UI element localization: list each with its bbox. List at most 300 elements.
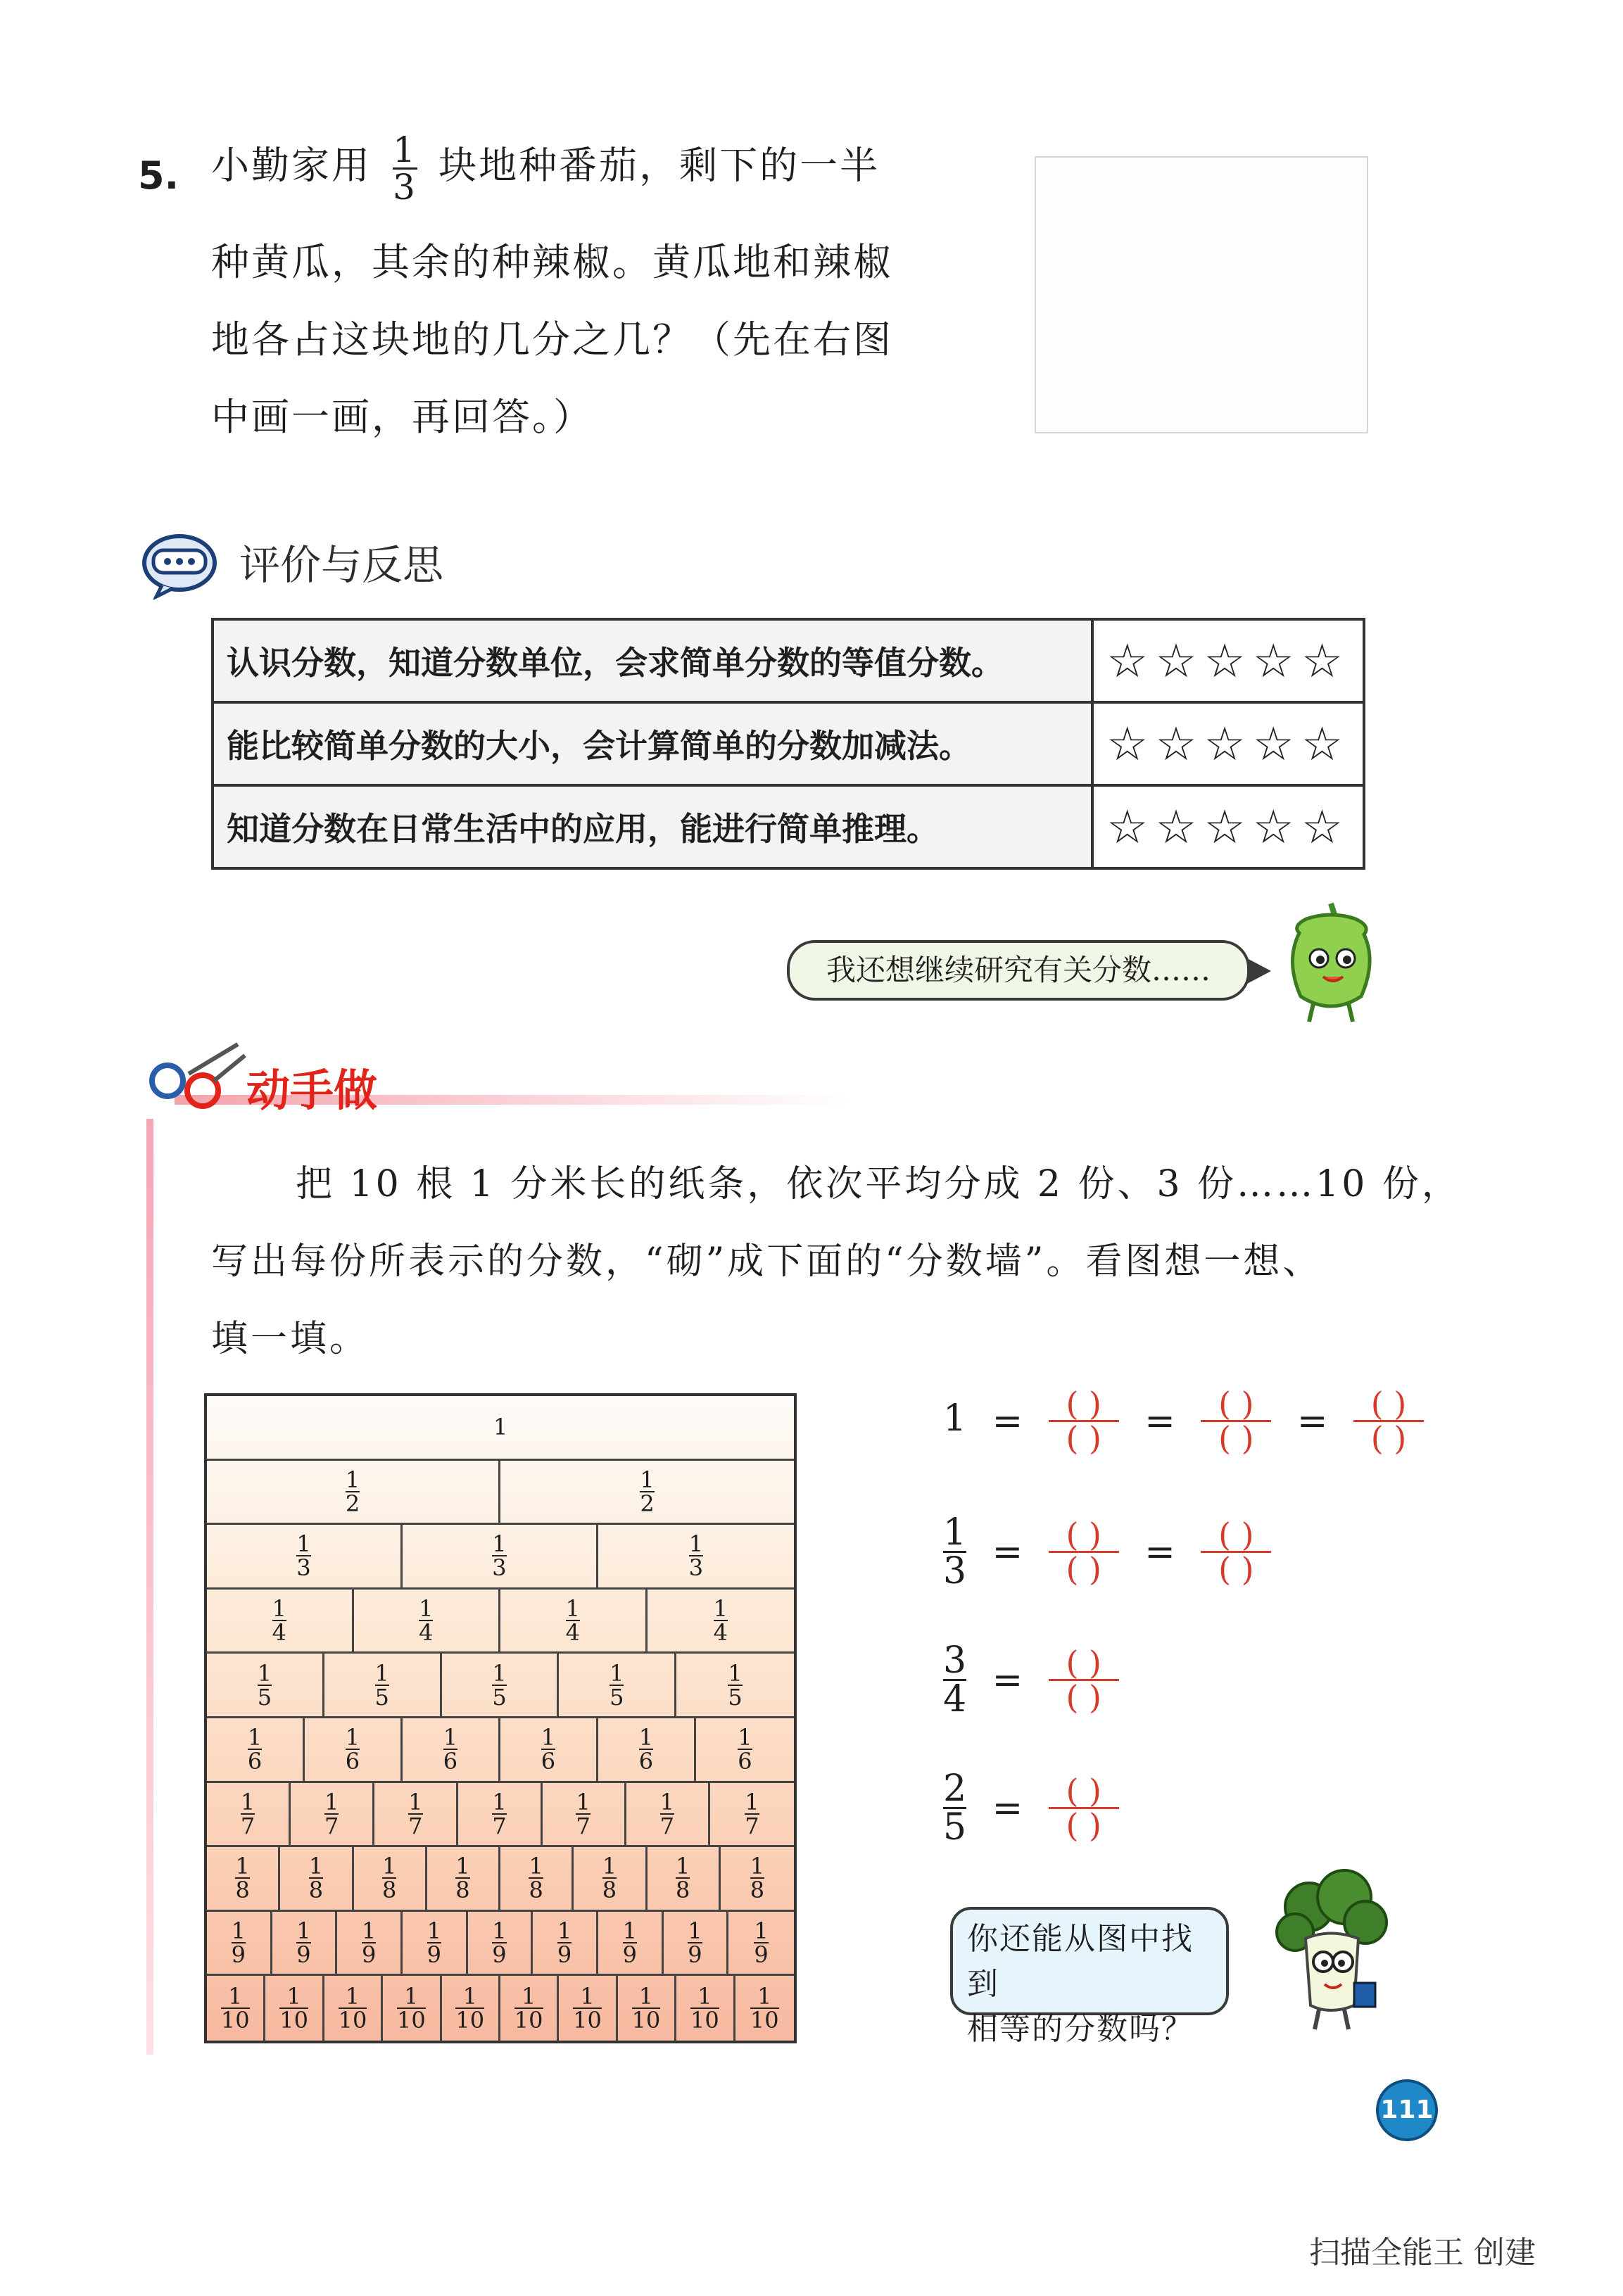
denominator-blank[interactable]: ( ) <box>1066 1806 1101 1844</box>
wall-numerator: 1 <box>492 1659 507 1687</box>
wall-fraction <box>610 1659 624 1711</box>
wall-numerator: 1 <box>240 1788 255 1815</box>
wall-fraction <box>640 1466 655 1517</box>
speech-text: 我还想继续研究有关分数…… <box>826 953 1211 987</box>
problem-line-4: 中画一画，再回答。） <box>211 395 593 439</box>
wall-numerator: 1 <box>345 1466 360 1493</box>
wall-numerator: 1 <box>492 1530 507 1558</box>
wall-denominator: 3 <box>688 1554 704 1582</box>
wall-numerator: 1 <box>521 1983 536 2010</box>
fraction-wall <box>204 1393 797 2043</box>
wall-numerator: 1 <box>308 1853 324 1880</box>
equation-4 <box>943 1770 1119 1846</box>
wall-fraction <box>455 1853 470 1904</box>
wall-denominator: 9 <box>492 1941 507 1969</box>
wall-denominator: 10 <box>397 2007 426 2034</box>
wall-cell <box>500 1847 574 1910</box>
wall-numerator: 1 <box>757 1983 772 2010</box>
wall-denominator: 2 <box>345 1490 360 1517</box>
wall-denominator: 4 <box>713 1619 728 1647</box>
wall-numerator: 1 <box>286 1983 301 2010</box>
star-rating[interactable]: ☆☆☆☆☆ <box>1092 702 1364 785</box>
instruction-line-2: 写出每份所表示的分数，“砌”成下面的“分数墙”。看图想一想、 <box>211 1241 1322 1283</box>
fraction-denominator: 3 <box>393 167 417 208</box>
answer-blank-fraction[interactable] <box>1201 1385 1271 1457</box>
wall-cell <box>696 1718 794 1781</box>
wall-cell <box>280 1847 353 1910</box>
wall-cell <box>207 1590 354 1652</box>
wall-row <box>207 1912 794 1977</box>
wall-fraction <box>235 1853 250 1904</box>
numerator-blank[interactable]: ( ) <box>1066 1516 1101 1554</box>
wall-cell <box>559 1976 617 2041</box>
wall-cell <box>676 1654 794 1716</box>
wall-fraction <box>638 1724 654 1775</box>
table-row <box>213 619 1364 702</box>
wall-numerator: 1 <box>231 1917 246 1945</box>
wall-fraction <box>745 1788 759 1839</box>
wall-numerator: 1 <box>228 1983 243 2010</box>
wall-cell <box>272 1912 338 1974</box>
problem-text-post: 块地种番茄，剩下的一半 <box>438 143 880 188</box>
wall-numerator: 1 <box>247 1724 263 1751</box>
wall-fraction <box>345 1466 360 1517</box>
hands-on-title: 动手做 <box>246 1065 378 1116</box>
wall-cell <box>598 1718 696 1781</box>
problem-line-3: 地各占这块地的几分之几？（先在右图 <box>211 317 893 362</box>
wall-fraction <box>296 1530 311 1582</box>
problem-line-2: 种黄瓜，其余的种辣椒。黄瓜地和辣椒 <box>211 240 893 284</box>
wall-fraction <box>675 1853 690 1904</box>
wall-numerator: 1 <box>296 1530 311 1558</box>
wall-fraction <box>631 1983 661 2034</box>
wall-numerator: 1 <box>602 1853 617 1880</box>
fraction-numerator: 1 <box>393 129 417 170</box>
speech-text-line-1: 你还能从图中找到 <box>967 1921 1194 2002</box>
answer-blank-fraction[interactable] <box>1201 1516 1271 1588</box>
wall-denominator: 8 <box>381 1877 397 1904</box>
star-rating[interactable]: ☆☆☆☆☆ <box>1092 785 1364 868</box>
wall-cell <box>468 1912 533 1974</box>
denominator-blank[interactable]: ( ) <box>1218 1419 1254 1457</box>
wall-denominator: 5 <box>610 1683 624 1711</box>
wall-denominator: 8 <box>455 1877 470 1904</box>
numerator: 3 <box>943 1639 967 1682</box>
wall-denominator: 6 <box>247 1748 263 1775</box>
wall-denominator: 4 <box>565 1619 580 1647</box>
wall-denominator: 8 <box>308 1877 324 1904</box>
problem-text-pre: 小勤家用 <box>211 143 372 188</box>
star-rating[interactable]: ☆☆☆☆☆ <box>1092 619 1364 702</box>
wall-cell <box>265 1976 324 2041</box>
equation-2 <box>943 1511 1271 1592</box>
wall-denominator: 5 <box>492 1683 507 1711</box>
eq-lhs-whole: 1 <box>943 1397 967 1440</box>
wall-numerator: 1 <box>345 1983 360 2010</box>
wall-numerator: 1 <box>257 1659 272 1687</box>
wall-cell <box>442 1976 500 2041</box>
wall-denominator: 5 <box>374 1683 389 1711</box>
wall-cell <box>618 1976 676 2041</box>
wall-fraction <box>492 1659 507 1711</box>
wall-fraction <box>419 1595 434 1647</box>
wall-denominator: 10 <box>279 2007 308 2034</box>
wall-cell <box>735 1976 794 2041</box>
wall-cell <box>500 1718 598 1781</box>
wall-fraction <box>492 1530 507 1582</box>
wall-denominator: 3 <box>296 1554 311 1582</box>
wall-fraction <box>576 1788 591 1839</box>
wall-cell <box>291 1783 374 1846</box>
wall-cell <box>337 1912 403 1974</box>
denominator: 4 <box>943 1678 967 1720</box>
wall-denominator: 10 <box>220 2007 250 2034</box>
wall-denominator: 7 <box>576 1812 591 1839</box>
wall-fraction <box>345 1724 360 1775</box>
numerator-blank[interactable]: ( ) <box>1066 1644 1101 1682</box>
wall-fraction <box>659 1788 674 1839</box>
wall-denominator: 8 <box>529 1877 543 1904</box>
numerator-blank[interactable]: ( ) <box>1370 1385 1407 1423</box>
wall-numerator: 1 <box>638 1724 654 1751</box>
wall-numerator: 1 <box>324 1788 339 1815</box>
wall-cell <box>207 1654 324 1716</box>
table-row <box>213 702 1364 785</box>
wall-denominator: 5 <box>728 1683 743 1711</box>
wall-fraction <box>622 1917 637 1969</box>
wall-denominator: 9 <box>754 1941 769 1969</box>
wall-denominator: 7 <box>745 1812 759 1839</box>
broccoli-mascot-icon <box>1267 1865 1394 2034</box>
wall-cell <box>207 1783 291 1846</box>
drawing-box[interactable] <box>1035 156 1368 433</box>
equals-sign: = <box>992 1787 1023 1829</box>
wall-fraction <box>455 1983 485 2034</box>
criteria-text: 能比较简单分数的大小，会计算简单的分数加减法。 <box>213 702 1092 785</box>
table-row <box>213 785 1364 868</box>
answer-blank-fraction[interactable] <box>1353 1385 1424 1457</box>
wall-numerator: 1 <box>688 1530 704 1558</box>
wall-cell <box>207 1718 305 1781</box>
wall-numerator: 1 <box>638 1983 654 2010</box>
wall-row <box>207 1525 794 1590</box>
wall-fraction <box>514 1983 543 2034</box>
wall-fraction <box>338 1983 367 2034</box>
wall-numerator: 1 <box>713 1595 728 1623</box>
wall-fraction <box>750 1853 765 1904</box>
wall-fraction <box>529 1853 543 1904</box>
wall-cell <box>207 1396 794 1459</box>
wall-denominator: 8 <box>602 1877 617 1904</box>
wall-cell <box>383 1976 441 2041</box>
denominator: 5 <box>943 1806 967 1848</box>
criteria-text: 知道分数在日常生活中的应用，能进行简单推理。 <box>213 785 1092 868</box>
wall-fraction <box>374 1659 389 1711</box>
wall-denominator: 9 <box>361 1941 377 1969</box>
wall-numerator: 1 <box>443 1724 458 1751</box>
pepper-mascot-icon <box>1278 898 1384 1025</box>
wall-denominator: 10 <box>514 2007 543 2034</box>
wall-numerator: 1 <box>675 1853 690 1880</box>
wall-row <box>207 1718 794 1783</box>
wall-cell <box>207 1461 500 1523</box>
wall-fraction <box>324 1788 339 1839</box>
eq-lhs-fraction <box>943 1639 967 1720</box>
wall-numerator: 1 <box>697 1983 712 2010</box>
numerator-blank[interactable]: ( ) <box>1218 1385 1254 1423</box>
wall-denominator: 10 <box>338 2007 367 2034</box>
wall-numerator: 1 <box>745 1788 759 1815</box>
wall-fraction <box>361 1917 377 1969</box>
wall-row <box>207 1847 794 1912</box>
wall-denominator: 10 <box>750 2007 779 2034</box>
denominator-blank[interactable]: ( ) <box>1066 1678 1101 1716</box>
wall-cell <box>458 1783 542 1846</box>
wall-fraction <box>427 1917 441 1969</box>
wall-cell <box>207 1525 403 1587</box>
wall-numerator: 1 <box>738 1724 752 1751</box>
wall-numerator: 1 <box>576 1788 591 1815</box>
evaluation-title: 评价与反思 <box>239 541 444 589</box>
wall-cell <box>710 1783 794 1846</box>
equals-sign: = <box>1144 1400 1175 1442</box>
answer-blank-fraction[interactable] <box>1049 1385 1119 1457</box>
watermark: 扫描全能王 创建 <box>1309 2235 1536 2271</box>
wall-fraction <box>240 1788 255 1839</box>
wall-denominator: 9 <box>427 1941 441 1969</box>
equals-sign: = <box>1144 1530 1175 1573</box>
wall-fraction <box>257 1659 272 1711</box>
wall-fraction <box>279 1983 308 2034</box>
wall-numerator: 1 <box>455 1853 470 1880</box>
wall-cell <box>721 1847 794 1910</box>
wall-denominator: 7 <box>324 1812 339 1839</box>
wall-numerator: 1 <box>374 1659 389 1687</box>
wall-cell <box>354 1590 501 1652</box>
wall-fraction <box>541 1724 556 1775</box>
wall-denominator: 6 <box>638 1748 654 1775</box>
wall-fraction <box>220 1983 250 2034</box>
wall-cell <box>598 1912 664 1974</box>
page-number-badge: 111 <box>1376 2079 1438 2141</box>
problem-number: 5. <box>138 153 179 198</box>
wall-fraction <box>408 1788 423 1839</box>
wall-cell <box>354 1847 427 1910</box>
wall-denominator: 9 <box>557 1941 572 1969</box>
wall-fraction <box>492 1788 507 1839</box>
wall-fraction <box>713 1595 728 1647</box>
wall-numerator: 1 <box>235 1853 250 1880</box>
wall-fraction <box>690 1983 719 2034</box>
wall-numerator: 1 <box>640 1466 655 1493</box>
equals-sign: = <box>992 1658 1023 1701</box>
wall-fraction <box>443 1724 458 1775</box>
answer-blank-fraction[interactable] <box>1049 1644 1119 1716</box>
wall-denominator: 4 <box>272 1619 286 1647</box>
wall-numerator: 1 <box>622 1917 637 1945</box>
wall-cell <box>598 1525 794 1587</box>
wall-cell <box>543 1783 626 1846</box>
wall-row <box>207 1976 794 2041</box>
equals-sign: = <box>992 1400 1023 1442</box>
wall-fraction <box>296 1917 311 1969</box>
wall-numerator: 1 <box>580 1983 595 2010</box>
wall-cell <box>207 1847 280 1910</box>
wall-cell <box>324 1654 442 1716</box>
wall-fraction <box>381 1853 397 1904</box>
wall-fraction <box>750 1983 779 2034</box>
eq-lhs-fraction <box>943 1770 966 1846</box>
wall-cell <box>442 1654 560 1716</box>
wall-denominator: 4 <box>419 1619 434 1647</box>
instruction-line-1: 把 10 根 1 分米长的纸条，依次平均分成 2 份、3 份……10 份， <box>296 1163 1461 1205</box>
wall-numerator: 1 <box>688 1917 702 1945</box>
wall-cell <box>626 1783 710 1846</box>
wall-numerator: 1 <box>610 1659 624 1687</box>
wall-numerator: 1 <box>541 1724 556 1751</box>
wall-cell <box>648 1590 795 1652</box>
wall-fraction <box>728 1659 743 1711</box>
wall-fraction <box>602 1853 617 1904</box>
equals-sign: = <box>992 1530 1023 1573</box>
numerator: 2 <box>943 1768 967 1810</box>
wall-cell <box>664 1912 729 1974</box>
wall-cell <box>374 1783 458 1846</box>
wall-numerator: 1 <box>754 1917 769 1945</box>
wall-fraction <box>688 1917 702 1969</box>
wall-denominator: 5 <box>257 1683 272 1711</box>
numerator-blank[interactable]: ( ) <box>1066 1385 1101 1423</box>
wall-row <box>207 1396 794 1461</box>
wall-row <box>207 1654 794 1718</box>
wall-numerator: 1 <box>361 1917 377 1945</box>
wall-fraction <box>397 1983 426 2034</box>
wall-fraction <box>754 1917 769 1969</box>
wall-numerator: 1 <box>345 1724 360 1751</box>
wall-denominator: 6 <box>443 1748 458 1775</box>
wall-numerator: 1 <box>381 1853 397 1880</box>
wall-cell <box>427 1847 500 1910</box>
wall-fraction <box>247 1724 263 1775</box>
wall-cell <box>500 1976 559 2041</box>
wall-denominator: 8 <box>750 1877 765 1904</box>
wall-fraction <box>573 1983 602 2034</box>
wall-denominator: 9 <box>231 1941 246 1969</box>
wall-cell <box>403 1718 500 1781</box>
wall-fraction <box>565 1595 580 1647</box>
wall-denominator: 7 <box>492 1812 507 1839</box>
wall-denominator: 8 <box>675 1877 690 1904</box>
wall-cell <box>500 1590 648 1652</box>
wall-whole-label: 1 <box>493 1414 508 1441</box>
wall-cell <box>648 1847 721 1910</box>
wall-numerator: 1 <box>427 1917 441 1945</box>
wall-numerator: 1 <box>565 1595 580 1623</box>
wall-denominator: 7 <box>240 1812 255 1839</box>
wall-fraction <box>492 1917 507 1969</box>
fraction-one-third <box>393 129 417 208</box>
wall-cell <box>559 1654 676 1716</box>
section-rule <box>146 1119 153 2055</box>
criteria-text: 认识分数，知道分数单位，会求简单分数的等值分数。 <box>213 619 1092 702</box>
wall-denominator: 3 <box>492 1554 507 1582</box>
equation-3 <box>943 1639 1119 1720</box>
wall-denominator: 10 <box>690 2007 719 2034</box>
wall-numerator: 1 <box>492 1917 507 1945</box>
wall-numerator: 1 <box>296 1917 311 1945</box>
wall-cell <box>305 1718 403 1781</box>
wall-denominator: 7 <box>408 1812 423 1839</box>
wall-cell <box>500 1461 794 1523</box>
wall-fraction <box>738 1724 752 1775</box>
wall-numerator: 1 <box>557 1917 572 1945</box>
wall-fraction <box>308 1853 324 1904</box>
eq-lhs-fraction <box>943 1511 967 1592</box>
wall-cell <box>533 1912 598 1974</box>
denominator-blank[interactable]: ( ) <box>1370 1419 1407 1457</box>
answer-blank-fraction[interactable] <box>1049 1516 1119 1588</box>
speech-bubble-broccoli <box>950 1907 1229 2047</box>
wall-cell <box>324 1976 383 2041</box>
numerator: 1 <box>943 1511 967 1554</box>
wall-numerator: 1 <box>492 1788 507 1815</box>
denominator-blank[interactable]: ( ) <box>1218 1550 1254 1588</box>
wall-denominator: 7 <box>659 1812 674 1839</box>
wall-fraction <box>272 1595 286 1647</box>
wall-denominator: 6 <box>738 1748 752 1775</box>
wall-row <box>207 1590 794 1654</box>
instruction-line-3: 填一填。 <box>211 1318 370 1360</box>
wall-numerator: 1 <box>659 1788 674 1815</box>
speech-icon <box>141 529 218 600</box>
wall-denominator: 9 <box>296 1941 311 1969</box>
wall-row <box>207 1461 794 1526</box>
wall-row <box>207 1783 794 1848</box>
problem-line-1 <box>211 129 880 208</box>
wall-denominator: 9 <box>622 1941 637 1969</box>
wall-denominator: 10 <box>455 2007 485 2034</box>
speech-bubble-pepper <box>787 940 1250 1001</box>
wall-cell <box>728 1912 794 1974</box>
wall-cell <box>574 1847 647 1910</box>
wall-denominator: 9 <box>688 1941 702 1969</box>
wall-fraction <box>688 1530 704 1582</box>
wall-numerator: 1 <box>404 1983 419 2010</box>
denominator-blank[interactable]: ( ) <box>1066 1550 1101 1588</box>
wall-denominator: 2 <box>640 1490 655 1517</box>
wall-denominator: 10 <box>631 2007 661 2034</box>
wall-denominator: 6 <box>541 1748 556 1775</box>
wall-denominator: 6 <box>345 1748 360 1775</box>
answer-blank-fraction[interactable] <box>1049 1772 1119 1844</box>
evaluation-table <box>211 618 1365 870</box>
numerator-blank[interactable]: ( ) <box>1066 1772 1101 1810</box>
wall-numerator: 1 <box>272 1595 286 1623</box>
denominator: 3 <box>943 1550 967 1592</box>
wall-numerator: 1 <box>408 1788 423 1815</box>
wall-numerator: 1 <box>728 1659 743 1687</box>
wall-cell <box>403 1525 598 1587</box>
equals-sign: = <box>1296 1400 1328 1442</box>
wall-fraction <box>557 1917 572 1969</box>
wall-numerator: 1 <box>529 1853 543 1880</box>
denominator-blank[interactable]: ( ) <box>1066 1419 1101 1457</box>
wall-numerator: 1 <box>462 1983 477 2010</box>
wall-numerator: 1 <box>419 1595 434 1623</box>
wall-cell <box>676 1976 735 2041</box>
wall-cell <box>403 1912 468 1974</box>
numerator-blank[interactable]: ( ) <box>1218 1516 1254 1554</box>
